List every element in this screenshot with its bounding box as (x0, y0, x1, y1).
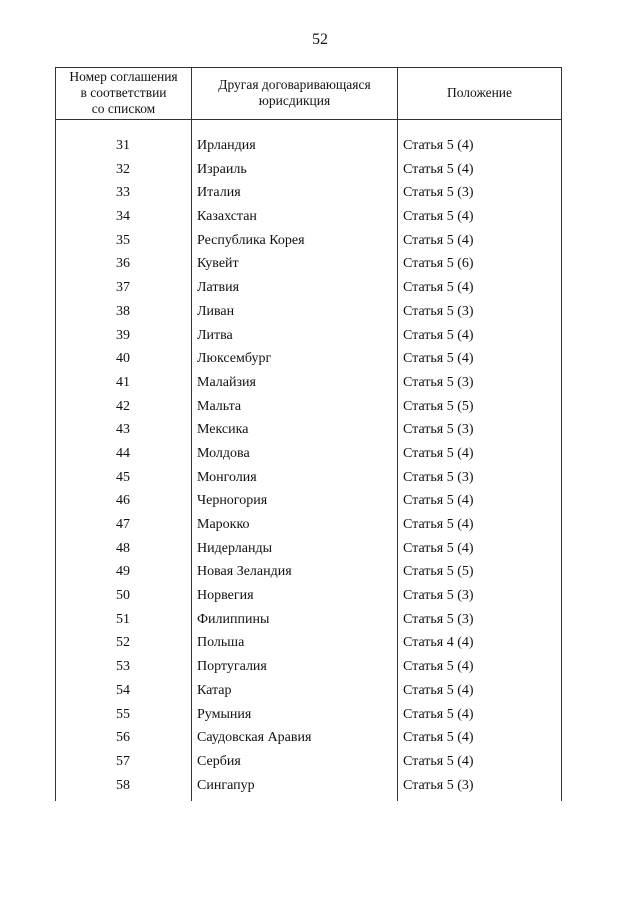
header-divider (55, 119, 562, 120)
table-row (55, 181, 562, 205)
jurisdiction-cell: Румыния (197, 706, 252, 722)
provision-cell: Статья 5 (6) (403, 256, 474, 272)
jurisdiction-cell: Новая Зеландия (197, 564, 292, 580)
agreement-number-cell: 58 (116, 777, 130, 793)
provision-cell: Статья 5 (3) (403, 469, 474, 485)
agreement-number-cell: 32 (116, 161, 130, 177)
jurisdiction-cell: Кувейт (197, 256, 239, 272)
header-agreement-number-line: Номер соглашения (69, 69, 178, 84)
table-row (55, 347, 562, 371)
provision-cell: Статья 5 (4) (403, 540, 474, 556)
table-row (55, 395, 562, 419)
table-row (55, 300, 562, 324)
table-row (55, 134, 562, 158)
jurisdiction-cell: Нидерланды (197, 540, 272, 556)
provision-cell: Статья 5 (4) (403, 517, 474, 532)
agreement-number-cell: 39 (116, 327, 130, 343)
provision-cell: Статья 5 (3) (403, 374, 474, 390)
agreement-number-cell: 31 (116, 138, 130, 153)
agreement-number-cell: 54 (116, 682, 130, 698)
table-row (55, 158, 562, 182)
jurisdiction-cell: Республика Корея (197, 232, 305, 248)
table-body (55, 134, 562, 797)
table-row (55, 489, 562, 513)
jurisdiction-cell: Черногория (197, 493, 268, 509)
table-row (55, 513, 562, 537)
jurisdiction-cell: Латвия (197, 280, 240, 296)
provision-cell: Статья 5 (4) (403, 138, 474, 153)
jurisdiction-cell: Италия (197, 185, 241, 201)
jurisdiction-cell: Люксембург (197, 351, 272, 367)
provision-cell: Статья 5 (5) (403, 398, 474, 414)
jurisdiction-cell: Израиль (197, 161, 247, 177)
jurisdiction-cell: Молдова (197, 445, 250, 461)
table-row (55, 679, 562, 703)
jurisdiction-cell: Казахстан (197, 209, 257, 225)
agreement-number-cell: 46 (116, 493, 130, 509)
jurisdiction-cell: Норвегия (197, 588, 254, 604)
provision-cell: Статья 5 (4) (403, 209, 474, 225)
jurisdiction-cell: Сингапур (197, 777, 255, 793)
provision-cell: Статья 5 (3) (403, 185, 474, 201)
jurisdiction-cell: Катар (197, 682, 232, 698)
agreement-number-cell: 50 (116, 588, 130, 604)
table-row (55, 229, 562, 253)
table-row (55, 466, 562, 490)
jurisdiction-cell: Ирландия (197, 138, 256, 153)
header-provision-line: Положение (446, 85, 513, 100)
jurisdiction-cell: Литва (197, 327, 233, 343)
jurisdiction-cell: Польша (197, 635, 245, 651)
provision-cell: Статья 5 (4) (403, 493, 474, 509)
table-row (55, 560, 562, 584)
table-row (55, 655, 562, 679)
agreement-number-cell: 57 (116, 753, 130, 769)
provision-cell: Статья 5 (5) (403, 564, 474, 580)
agreement-number-cell: 36 (116, 256, 130, 272)
provision-cell: Статья 5 (4) (403, 706, 474, 722)
provision-cell: Статья 5 (4) (403, 730, 474, 746)
agreement-number-cell: 40 (116, 351, 130, 367)
agreement-number-cell: 35 (116, 232, 130, 248)
provision-cell: Статья 5 (3) (403, 303, 474, 319)
header-agreement-number (56, 67, 191, 119)
table-row (55, 631, 562, 655)
table-row (55, 774, 562, 798)
table-row (55, 750, 562, 774)
jurisdiction-cell: Саудовская Аравия (197, 730, 312, 746)
agreement-number-cell: 42 (116, 398, 130, 414)
provision-cell: Статья 5 (3) (403, 777, 474, 793)
header-jurisdiction (192, 67, 397, 119)
jurisdiction-cell: Монголия (197, 469, 257, 485)
table-row (55, 252, 562, 276)
table-row (55, 608, 562, 632)
provision-cell: Статья 5 (4) (403, 682, 474, 698)
agreement-number-cell: 56 (116, 730, 130, 746)
table-row (55, 726, 562, 750)
page-number: 52 (312, 31, 328, 48)
header-agreement-number-line: в соответствии (80, 85, 167, 100)
jurisdiction-cell: Португалия (197, 659, 267, 675)
table-row (55, 584, 562, 608)
jurisdiction-cell: Сербия (197, 753, 241, 769)
header-jurisdiction-line: юрисдикция (258, 93, 331, 108)
agreement-number-cell: 55 (116, 706, 130, 722)
agreement-number-cell: 43 (116, 422, 130, 438)
provision-cell: Статья 5 (4) (403, 659, 474, 675)
agreement-number-cell: 49 (116, 564, 130, 580)
provision-cell: Статья 5 (4) (403, 753, 474, 769)
provision-cell: Статья 5 (4) (403, 351, 474, 367)
agreements-table (55, 67, 562, 801)
table-header (55, 67, 562, 119)
table-row (55, 205, 562, 229)
table-row (55, 324, 562, 348)
provision-cell: Статья 5 (4) (403, 161, 474, 177)
agreement-number-cell: 33 (116, 185, 130, 201)
agreement-number-cell: 38 (116, 303, 130, 319)
agreement-number-cell: 44 (116, 445, 130, 461)
agreement-number-cell: 41 (116, 374, 130, 390)
agreement-number-cell: 52 (116, 635, 130, 651)
jurisdiction-cell: Мальта (197, 398, 242, 414)
table-row (55, 418, 562, 442)
provision-cell: Статья 5 (4) (403, 280, 474, 296)
jurisdiction-cell: Ливан (197, 303, 235, 319)
agreement-number-cell: 48 (116, 540, 130, 556)
jurisdiction-cell: Мексика (197, 422, 249, 438)
provision-cell: Статья 5 (4) (403, 445, 474, 461)
agreement-number-cell: 53 (116, 659, 130, 675)
table-row (55, 371, 562, 395)
header-jurisdiction-line: Другая договаривающаяся (218, 77, 371, 92)
jurisdiction-cell: Филиппины (197, 611, 270, 627)
provision-cell: Статья 4 (4) (403, 635, 474, 651)
provision-cell: Статья 5 (3) (403, 611, 474, 627)
agreement-number-cell: 37 (116, 280, 130, 296)
table-row (55, 537, 562, 561)
jurisdiction-cell: Марокко (197, 517, 250, 532)
header-provision (398, 67, 561, 119)
provision-cell: Статья 5 (4) (403, 232, 474, 248)
agreement-number-cell: 47 (116, 517, 130, 532)
table-row (55, 442, 562, 466)
provision-cell: Статья 5 (3) (403, 588, 474, 604)
jurisdiction-cell: Малайзия (197, 374, 256, 390)
provision-cell: Статья 5 (3) (403, 422, 474, 438)
table-row (55, 276, 562, 300)
header-agreement-number-line: со списком (91, 101, 156, 116)
agreement-number-cell: 34 (116, 209, 130, 225)
agreement-number-cell: 51 (116, 611, 130, 627)
table-row (55, 703, 562, 727)
agreement-number-cell: 45 (116, 469, 130, 485)
provision-cell: Статья 5 (4) (403, 327, 474, 343)
